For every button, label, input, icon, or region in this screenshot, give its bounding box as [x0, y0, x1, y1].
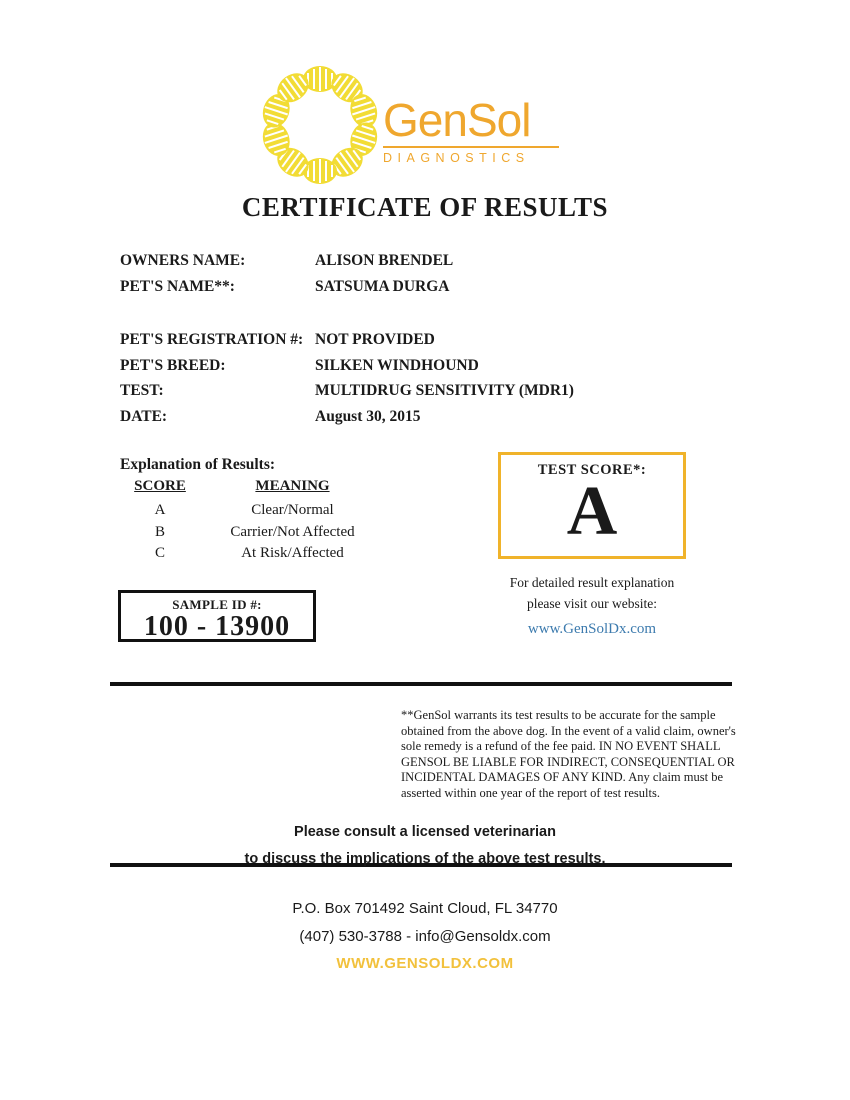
sample-id-box	[118, 590, 316, 642]
divider-line-top	[110, 682, 732, 686]
explanation-row	[125, 521, 380, 543]
meaning-cell: At Risk/Affected	[241, 545, 344, 561]
explanation-row	[125, 499, 380, 521]
meaning-column-header: MEANING	[255, 478, 330, 494]
explanation-rows	[125, 499, 380, 564]
website-note-line1: For detailed result explanation	[509, 575, 675, 590]
owner-pet-fields	[120, 248, 454, 299]
field-value: ALISON BRENDEL	[315, 252, 454, 269]
field-label: OWNERS NAME:	[120, 252, 246, 269]
field-label: DATE:	[120, 407, 168, 425]
field-label: PET'S NAME**:	[120, 277, 235, 295]
field-row	[120, 274, 450, 300]
score-cell: C	[154, 545, 165, 561]
field-row	[120, 353, 479, 379]
field-value: SILKEN WINDHOUND	[315, 356, 479, 374]
test-score-heading: TEST SCORE*:	[537, 462, 647, 478]
brand-wordmark	[383, 96, 559, 165]
consult-advisory	[0, 819, 850, 873]
explanation-row	[125, 542, 380, 564]
field-row	[120, 248, 454, 274]
consult-line2: to discuss the implications of the above test results.	[244, 851, 606, 867]
footer-address: P.O. Box 701492 Saint Cloud, FL 34770	[292, 900, 558, 917]
field-value: NOT PROVIDED	[315, 331, 435, 348]
score-cell: B	[154, 523, 165, 540]
field-row	[120, 327, 435, 353]
explanation-table	[125, 477, 380, 564]
meaning-cell: Carrier/Not Affected	[230, 523, 355, 540]
website-link[interactable]: www.GenSolDx.com	[527, 621, 657, 637]
test-detail-fields	[120, 327, 574, 429]
brand-subtitle: DIAGNOSTICS	[383, 151, 530, 165]
explanation-header-row	[125, 477, 380, 499]
consult-line1: Please consult a licensed veterinarian	[294, 824, 556, 840]
meaning-cell: Clear/Normal	[251, 502, 334, 518]
test-score-box	[498, 452, 686, 559]
field-row	[120, 404, 421, 430]
dna-wreath-logo-icon	[256, 61, 384, 189]
website-note	[498, 572, 686, 614]
field-label: PET'S REGISTRATION #:	[120, 331, 304, 348]
explanation-heading: Explanation of Results:	[120, 456, 276, 473]
field-value: August 30, 2015	[315, 407, 421, 425]
footer-website-link[interactable]: WWW.GENSOLDX.COM	[336, 955, 514, 972]
footer-phone-email: (407) 530-3788 - info@Gensoldx.com	[299, 927, 551, 945]
brand-divider	[383, 146, 559, 148]
website-note-line2: please visit our website:	[526, 596, 658, 611]
field-label: TEST:	[120, 382, 164, 399]
footer	[0, 895, 850, 978]
warranty-disclaimer: **GenSol warrants its test results to be accurate for the sample obtained from the above dog. In the event of a valid claim, owner's sole remedy is a refund of the fee paid. IN NO EVENT SHALL GENSOL BE LIABLE FOR INDIRECT, CONSEQUENTIAL OR INCIDENTAL DAMAGES OF ANY KIND. Any claim must be asserted within one year of the report of test results.	[401, 708, 736, 800]
test-score-value: A	[566, 473, 618, 550]
sample-id-value: 100 - 13900	[143, 611, 291, 642]
sample-id-heading: SAMPLE ID #:	[172, 597, 262, 612]
brand-name: GenSol	[383, 94, 531, 146]
field-label: PET'S BREED:	[120, 356, 226, 374]
score-cell: A	[154, 502, 166, 518]
field-row	[120, 378, 574, 404]
field-value: MULTIDRUG SENSITIVITY (MDR1)	[315, 382, 574, 399]
score-column-header: SCORE	[134, 478, 186, 494]
page-title: CERTIFICATE OF RESULTS	[241, 192, 609, 222]
field-value: SATSUMA DURGA	[315, 277, 450, 295]
